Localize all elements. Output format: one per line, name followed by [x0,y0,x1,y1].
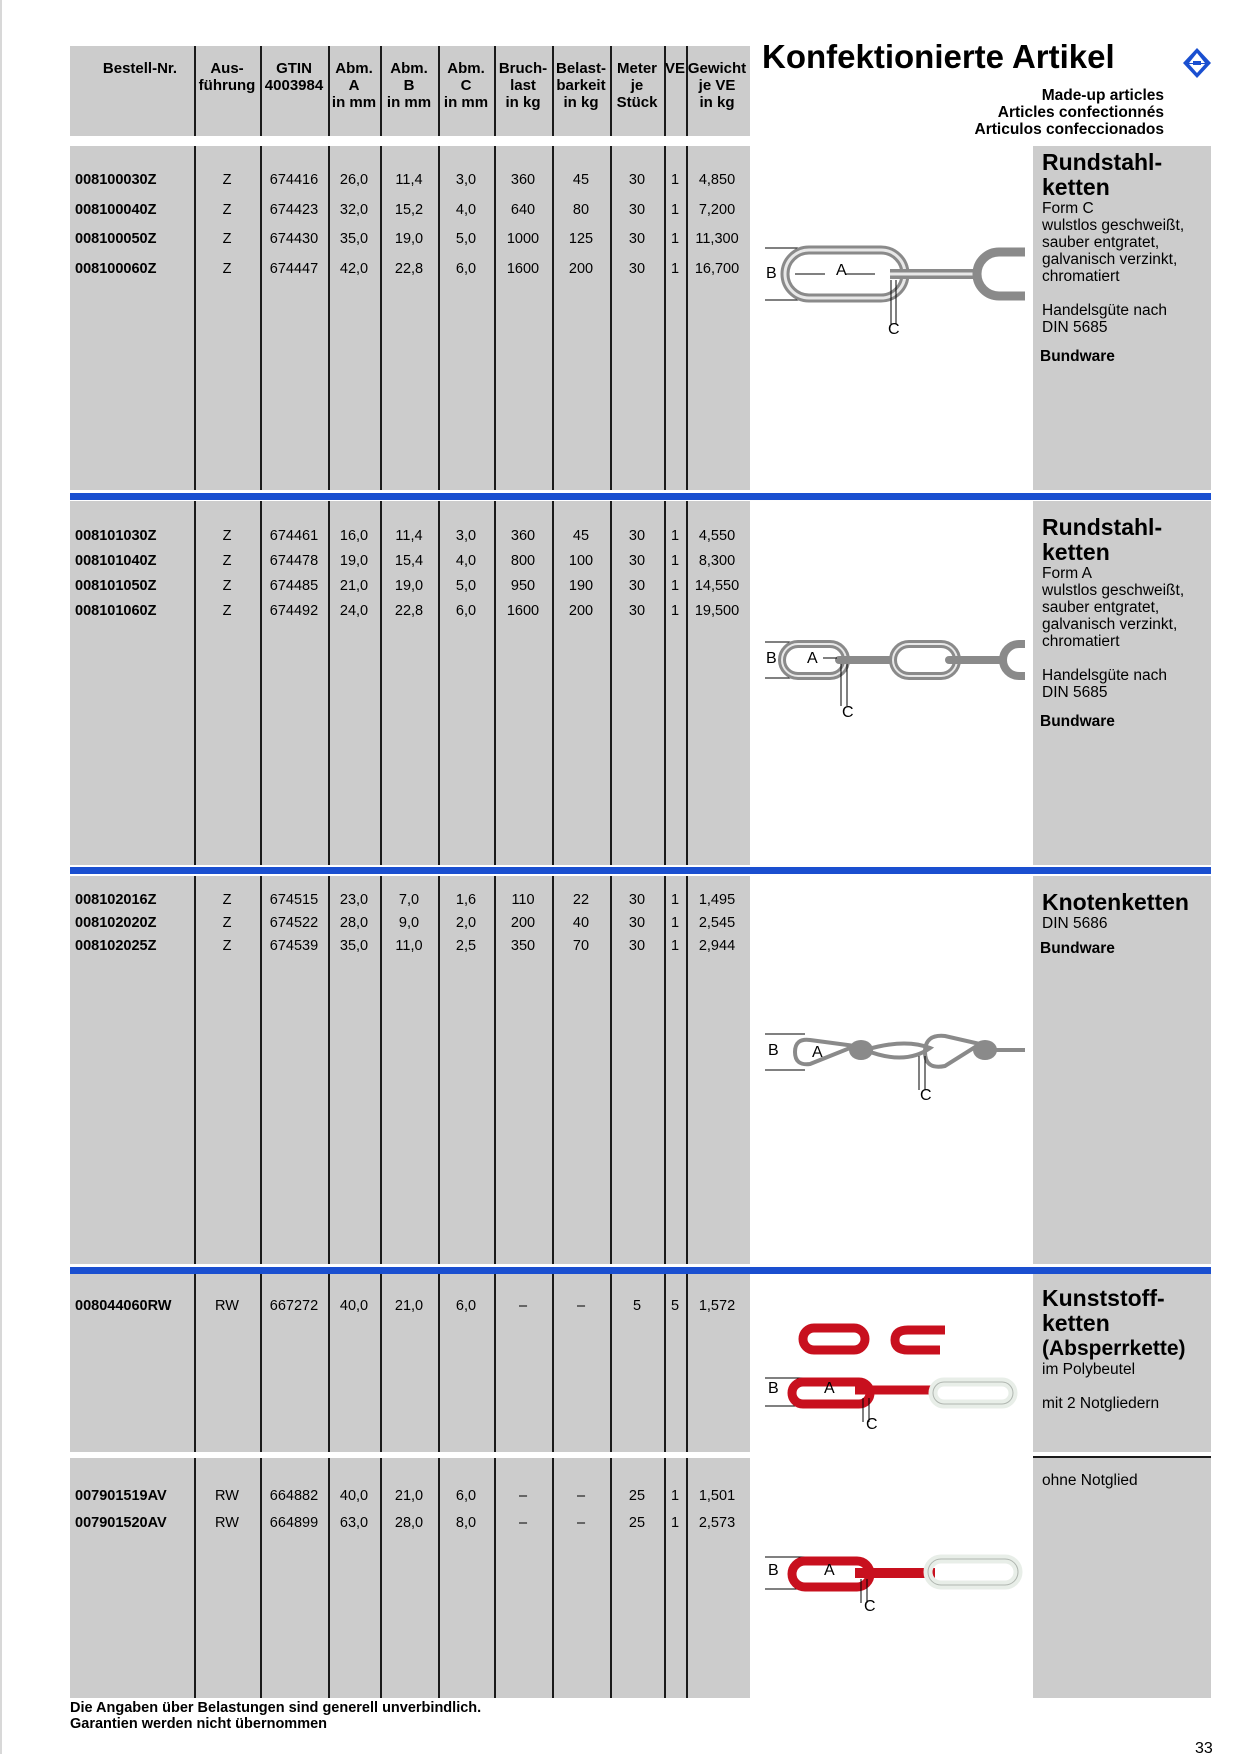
table-cell: 24,0 [339,603,369,619]
product-detail [1042,650,1210,667]
column-divider [194,876,196,1264]
table-cell: 360 [510,172,536,188]
table-cell: Z [222,231,232,247]
order-number-cell: 008101030Z [75,528,157,544]
table-cell: 2,545 [698,915,736,931]
table-cell: 360 [510,528,536,544]
order-number-cell: 008102020Z [75,915,157,931]
product-detail: Handelsgüte nach [1042,667,1167,684]
product-detail: galvanisch verzinkt, [1042,616,1178,633]
order-number-cell: 008101040Z [75,553,157,569]
brand-logo-icon [1182,47,1212,79]
table-cell: Z [222,603,232,619]
table-cell: 40,0 [339,1488,369,1504]
product-title: Rundstahl- [1042,149,1163,175]
product-detail: wulstlos geschweißt, [1042,217,1185,234]
table-cell: 950 [510,578,536,594]
product-detail: sauber entgratet, [1042,234,1160,251]
table-cell: 674430 [269,231,319,247]
order-number-cell: 008100030Z [75,172,157,188]
packaging-note: Bundware [1040,940,1115,957]
table-cell: 664899 [269,1515,319,1531]
table-cell: 667272 [269,1298,319,1314]
column-header: Abm. B in mm [386,60,432,111]
table-cell: 674492 [269,603,319,619]
table-cell: 3,0 [455,528,477,544]
product-description [1042,890,1210,958]
section-divider [70,867,1211,874]
packaging-note: Bundware [1040,348,1115,365]
table-cell: Z [222,201,232,218]
dim-label-c: C [866,1416,878,1433]
column-divider [328,146,330,490]
column-header: Abm. C in mm [443,60,489,111]
table-cell: – [518,1298,528,1314]
product-title: Knotenketten [1042,889,1189,915]
table-cell: 2,0 [455,915,477,931]
table-cell: 1 [670,201,680,218]
column-divider [494,876,496,1264]
table-cell: 5,0 [455,578,477,594]
dim-label-a: A [836,262,847,279]
table-cell: 350 [510,938,536,954]
page-title: Konfektionierte Artikel [762,38,1115,75]
table-cell: 19,0 [394,231,424,247]
plastic-chain-image [765,1320,1025,1430]
footer-line-2: Garantien werden nicht übernommen [70,1716,328,1732]
dim-label-b: B [768,1562,779,1579]
table-cell: 664882 [269,1488,319,1504]
section-divider [70,1267,1211,1274]
table-cell: 9,0 [398,915,420,931]
table-cell: 190 [568,578,594,594]
table-cell: 14,550 [694,578,740,594]
dim-label-b: B [766,265,777,282]
table-cell: RW [215,1488,239,1504]
product-detail [1042,1378,1210,1395]
table-cell: – [518,1515,528,1531]
table-cell: 1 [670,553,680,569]
table-cell: 45 [572,172,590,188]
table-cell: 21,0 [394,1488,424,1504]
table-cell: 640 [510,201,536,218]
table-cell: 1600 [506,260,540,277]
table-cell: 15,4 [394,553,424,569]
table-cell: 28,0 [339,915,369,931]
subtitle-es: Articulos confeccionados [974,121,1164,138]
order-number-cell: 007901520AV [75,1515,167,1531]
table-cell: 4,550 [698,528,736,544]
dim-label-a: A [824,1562,835,1579]
table-section-3 [70,876,750,1264]
table-cell: Z [222,938,232,954]
knot-chain-image [765,1030,1025,1100]
table-cell: 800 [510,553,536,569]
table-cell: 100 [568,553,594,569]
table-cell: 1 [670,1488,680,1504]
footer-note [70,1700,481,1732]
table-cell: 11,4 [395,172,423,188]
column-divider [686,876,688,1264]
table-cell: 4,0 [455,553,477,569]
table-cell: Z [222,578,232,594]
product-description [1042,150,1210,366]
product-detail: chromatiert [1042,268,1120,285]
table-cell: 8,0 [455,1515,477,1531]
table-cell: 15,2 [394,201,424,218]
column-divider [664,146,666,490]
table-section-1 [70,146,750,490]
table-cell: 22 [572,892,590,908]
table-cell: 19,0 [339,553,369,569]
table-cell: – [518,1488,528,1504]
footer-line-1: Die Angaben über Belastungen sind generell unverbindlich. [70,1700,482,1716]
product-title: ketten [1042,174,1110,200]
table-cell: Z [222,260,232,277]
product-detail: wulstlos geschweißt, [1042,582,1185,599]
product-detail: mit 2 Notgliedern [1042,1395,1160,1412]
column-divider [380,876,382,1264]
table-cell: 2,5 [455,938,477,954]
product-detail: galvanisch verzinkt, [1042,251,1178,268]
column-header: GTIN 4003984 [264,60,324,94]
table-cell: 30 [628,528,646,544]
table-cell: 4,0 [455,201,477,218]
table-cell: – [576,1488,586,1504]
table-cell: 1600 [506,603,540,619]
table-cell: 6,0 [455,603,477,619]
column-divider [686,146,688,490]
column-divider [610,876,612,1264]
table-cell: 1 [670,231,680,247]
table-cell: 1000 [506,231,540,247]
table-cell: 1 [670,603,680,619]
table-cell: 1 [670,172,680,188]
column-divider [194,146,196,490]
column-divider [260,876,262,1264]
table-cell: 11,0 [395,938,423,954]
table-cell: 19,500 [694,603,740,619]
table-cell: 200 [568,603,594,619]
column-header: Abm. A in mm [331,60,377,111]
order-number-cell: 008100040Z [75,201,157,218]
table-cell: 674515 [269,892,319,908]
order-number-cell: 008100060Z [75,260,157,277]
table-cell: RW [215,1298,239,1314]
column-header: Gewicht je VE in kg [687,60,747,111]
table-cell: Z [222,528,232,544]
column-divider [438,876,440,1264]
table-cell: 200 [510,915,536,931]
product-detail: DIN 5685 [1042,684,1108,701]
table-cell: 1 [670,1515,680,1531]
table-cell: 32,0 [339,201,369,218]
table-cell: 5 [632,1298,642,1314]
dim-label-c: C [920,1087,932,1104]
table-cell: 23,0 [339,892,369,908]
product-description [1042,515,1210,731]
table-cell: 45 [572,528,590,544]
table-cell: 25 [628,1488,646,1504]
order-number-cell: 008102016Z [75,892,157,908]
subtitle-fr: Articles confectionnés [997,104,1164,121]
table-cell: 4,850 [698,172,736,188]
table-cell: 3,0 [455,172,477,188]
order-number-cell: 008102025Z [75,938,157,954]
order-number-cell: 008100050Z [75,231,157,247]
column-divider [664,876,666,1264]
table-cell: 30 [628,231,646,247]
table-cell: 28,0 [394,1515,424,1531]
column-header: Aus- führung [198,60,256,94]
table-cell: 30 [628,915,646,931]
table-cell: 6,0 [455,1298,477,1314]
column-header: Meter je Stück [616,60,658,111]
table-cell: 5 [670,1298,680,1314]
table-cell: 30 [628,578,646,594]
chain-form-a-image [765,638,1025,718]
table-cell: 63,0 [339,1515,369,1531]
table-cell: – [576,1515,586,1531]
table-cell: 22,8 [394,260,424,277]
table-cell: 674539 [269,938,319,954]
table-cell: 7,0 [398,892,420,908]
table-cell: 1 [670,260,680,277]
table-cell: 6,0 [455,260,477,277]
table-cell: 40 [572,915,590,931]
column-divider [260,146,262,490]
table-cell: 42,0 [339,260,369,277]
table-cell: 35,0 [339,938,369,954]
table-cell: – [576,1298,586,1314]
product-detail [1042,285,1210,302]
table-cell: Z [222,553,232,569]
table-cell: 1,572 [698,1298,736,1314]
page-edge [0,0,2,1754]
order-number-cell: 007901519AV [75,1488,167,1504]
order-number-cell: 008101060Z [75,603,157,619]
table-cell: RW [215,1515,239,1531]
table-cell: Z [222,172,232,188]
column-divider [328,876,330,1264]
product-detail: DIN 5686 [1042,915,1108,932]
table-cell: 674447 [269,260,319,277]
plastic-chain-image-2 [765,1545,1025,1615]
table-cell: 30 [628,260,646,277]
column-divider [380,146,382,490]
product-detail: chromatiert [1042,633,1120,650]
order-number-cell: 008044060RW [75,1298,172,1314]
table-cell: 11,4 [395,528,423,544]
table-cell: 674478 [269,553,319,569]
column-header: VE [664,60,685,77]
table-cell: 674485 [269,578,319,594]
column-divider [552,146,554,490]
product-description [1042,1286,1210,1412]
product-detail: im Polybeutel [1042,1361,1136,1378]
product-description [1042,1472,1210,1489]
dim-label-b: B [768,1042,779,1059]
page-subtitles [975,87,1164,138]
table-cell: 21,0 [394,1298,424,1314]
dim-label-a: A [824,1380,835,1397]
product-title: ketten [1042,1310,1110,1336]
table-header [70,46,750,136]
packaging-note: Bundware [1040,713,1115,730]
table-cell: 40,0 [339,1298,369,1314]
table-cell: 674423 [269,201,319,218]
table-cell: 6,0 [455,1488,477,1504]
column-divider [610,146,612,490]
section-divider [70,493,1211,500]
product-detail: Handelsgüte nach [1042,302,1167,319]
dim-label-b: B [768,1380,779,1397]
column-header: Bruch- last in kg [498,60,548,111]
table-cell: 30 [628,201,646,218]
dim-label-c: C [888,321,900,338]
dim-label-b: B [766,650,777,667]
product-title: Rundstahl- [1042,514,1163,540]
product-title: ketten [1042,539,1110,565]
table-cell: 11,300 [695,231,739,247]
table-cell: 110 [511,892,535,908]
table-cell: 19,0 [394,578,424,594]
table-cell: 2,944 [698,938,736,954]
column-header: Bestell-Nr. [102,60,178,77]
column-divider [552,876,554,1264]
table-cell: 674522 [269,915,319,931]
table-cell: 1,495 [698,892,736,908]
table-cell: 22,8 [394,603,424,619]
table-cell: 674416 [269,172,319,188]
page-number: 33 [1195,1740,1213,1757]
table-cell: 8,300 [698,553,736,569]
table-cell: 30 [628,553,646,569]
dim-label-a: A [812,1044,823,1061]
product-detail: ohne Notglied [1042,1472,1138,1489]
table-cell: 30 [628,172,646,188]
table-cell: 1 [670,892,680,908]
product-detail: Form A [1042,565,1092,582]
table-cell: Z [222,915,232,931]
table-cell: 70 [572,938,590,954]
product-detail: sauber entgratet, [1042,599,1160,616]
table-cell: 125 [568,231,594,247]
table-cell: 1 [670,938,680,954]
table-cell: 25 [628,1515,646,1531]
product-detail: DIN 5685 [1042,319,1108,336]
dim-label-c: C [864,1598,876,1615]
subtitle-en: Made-up articles [1041,87,1164,104]
table-cell: 35,0 [339,231,369,247]
table-cell: 1 [670,578,680,594]
table-cell: 16,700 [694,260,740,277]
order-number-cell: 008101050Z [75,578,157,594]
table-cell: Z [222,892,232,908]
dim-label-a: A [807,650,818,667]
table-cell: 30 [628,603,646,619]
table-cell: 1,501 [698,1488,736,1504]
table-cell: 30 [628,938,646,954]
desc-panel-5 [1033,1456,1211,1698]
table-cell: 1 [670,915,680,931]
table-cell: 674461 [269,528,319,544]
column-header: Belast- barkeit in kg [555,60,607,111]
product-title: Kunststoff- [1042,1285,1165,1311]
table-cell: 21,0 [339,578,369,594]
table-cell: 200 [568,260,594,277]
table-cell: 26,0 [339,172,369,188]
table-cell: 1 [670,528,680,544]
table-cell: 16,0 [339,528,369,544]
dim-label-c: C [842,704,854,721]
column-divider [494,146,496,490]
column-divider [438,146,440,490]
table-cell: 1,6 [455,892,477,908]
table-cell: 5,0 [455,231,477,247]
table-cell: 7,200 [698,201,736,218]
table-cell: 30 [628,892,646,908]
product-title: (Absperrkette) [1042,1337,1186,1360]
table-cell: 2,573 [698,1515,736,1531]
product-detail: Form C [1042,200,1094,217]
table-cell: 80 [572,201,590,218]
